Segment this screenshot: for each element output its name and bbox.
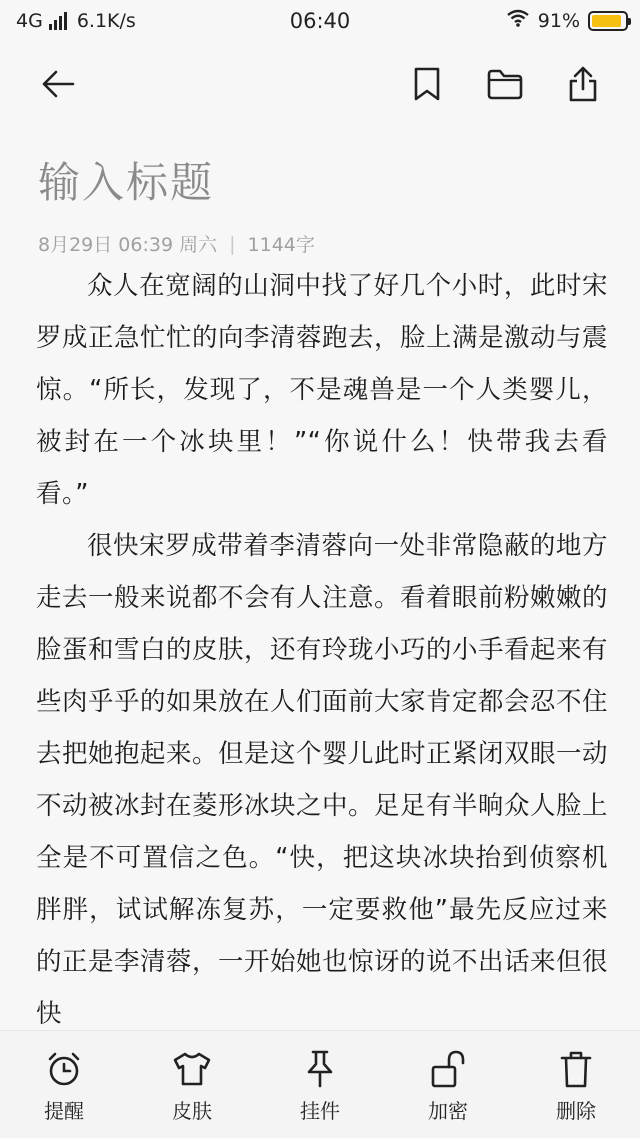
pin-icon bbox=[300, 1049, 340, 1089]
encrypt-button[interactable] bbox=[403, 1049, 493, 1124]
reminder-label: 提醒 bbox=[44, 1099, 84, 1123]
tshirt-icon bbox=[172, 1049, 212, 1089]
note-paragraph: 众人在宽阔的山洞中找了好几个小时，此时宋罗成正急忙忙的向李清蓉跑去，脸上满是激动与震惊。“所长，发现了，不是魂兽是一个人类婴儿，被封在一个冰块里！”“你说什么！快带我去看看。” bbox=[36, 271, 608, 509]
folder-button[interactable] bbox=[483, 62, 527, 106]
note-date: 8月29日 06:39 周六 bbox=[38, 234, 218, 256]
network-type: 4G bbox=[16, 10, 43, 32]
alarm-clock-icon bbox=[44, 1049, 84, 1089]
arrow-left-icon bbox=[40, 69, 76, 99]
share-button[interactable] bbox=[561, 62, 605, 106]
widget-button[interactable] bbox=[275, 1049, 365, 1124]
skin-label: 皮肤 bbox=[172, 1099, 212, 1123]
lock-icon bbox=[428, 1049, 468, 1089]
trash-icon bbox=[556, 1049, 596, 1089]
word-count: 1144字 bbox=[247, 234, 315, 256]
note-meta bbox=[38, 230, 315, 257]
reminder-button[interactable] bbox=[19, 1049, 109, 1124]
delete-label: 删除 bbox=[556, 1099, 596, 1123]
bookmark-icon bbox=[412, 66, 442, 102]
delete-button[interactable] bbox=[531, 1049, 621, 1124]
widget-label: 挂件 bbox=[300, 1099, 340, 1123]
encrypt-label: 加密 bbox=[428, 1099, 468, 1123]
meta-separator: | bbox=[229, 232, 236, 255]
status-right bbox=[506, 9, 628, 32]
bottom-action-bar bbox=[0, 1030, 640, 1138]
status-bar bbox=[0, 0, 640, 44]
share-icon bbox=[567, 65, 599, 103]
battery-icon bbox=[588, 11, 628, 31]
battery-level-fill bbox=[592, 15, 621, 27]
bookmark-button[interactable] bbox=[405, 62, 449, 106]
note-paragraph: 很快宋罗成带着李清蓉向一处非常隐蔽的地方走去一般来说都不会有人注意。看着眼前粉嫩嫩的脸蛋和雪白的皮肤，还有玲珑小巧的小手看起来有些肉乎乎的如果放在人们面前大家肯定都会忍不住去把她抱起来。但是这个婴儿此时正紧闭双眼一动不动被冰封在菱形冰块之中。足足有半晌众人脸上全是不可置信之色。“快，把这块冰块抬到侦察机胖胖，试试解冻复苏，一定要救他”最先反应过来的正是李清蓉，一开始她也惊讶的说不出话来但很快 bbox=[36, 531, 608, 1029]
note-title-input[interactable]: 输入标题 bbox=[38, 158, 215, 207]
back-button[interactable] bbox=[36, 62, 80, 106]
network-speed: 6.1K/s bbox=[76, 10, 136, 32]
folder-icon bbox=[486, 68, 524, 100]
note-toolbar bbox=[0, 52, 640, 116]
skin-button[interactable] bbox=[147, 1049, 237, 1124]
battery-percent: 91% bbox=[537, 9, 580, 32]
wifi-icon bbox=[506, 9, 530, 32]
note-body-editor[interactable] bbox=[36, 260, 608, 1030]
status-time: 06:40 bbox=[289, 9, 351, 33]
